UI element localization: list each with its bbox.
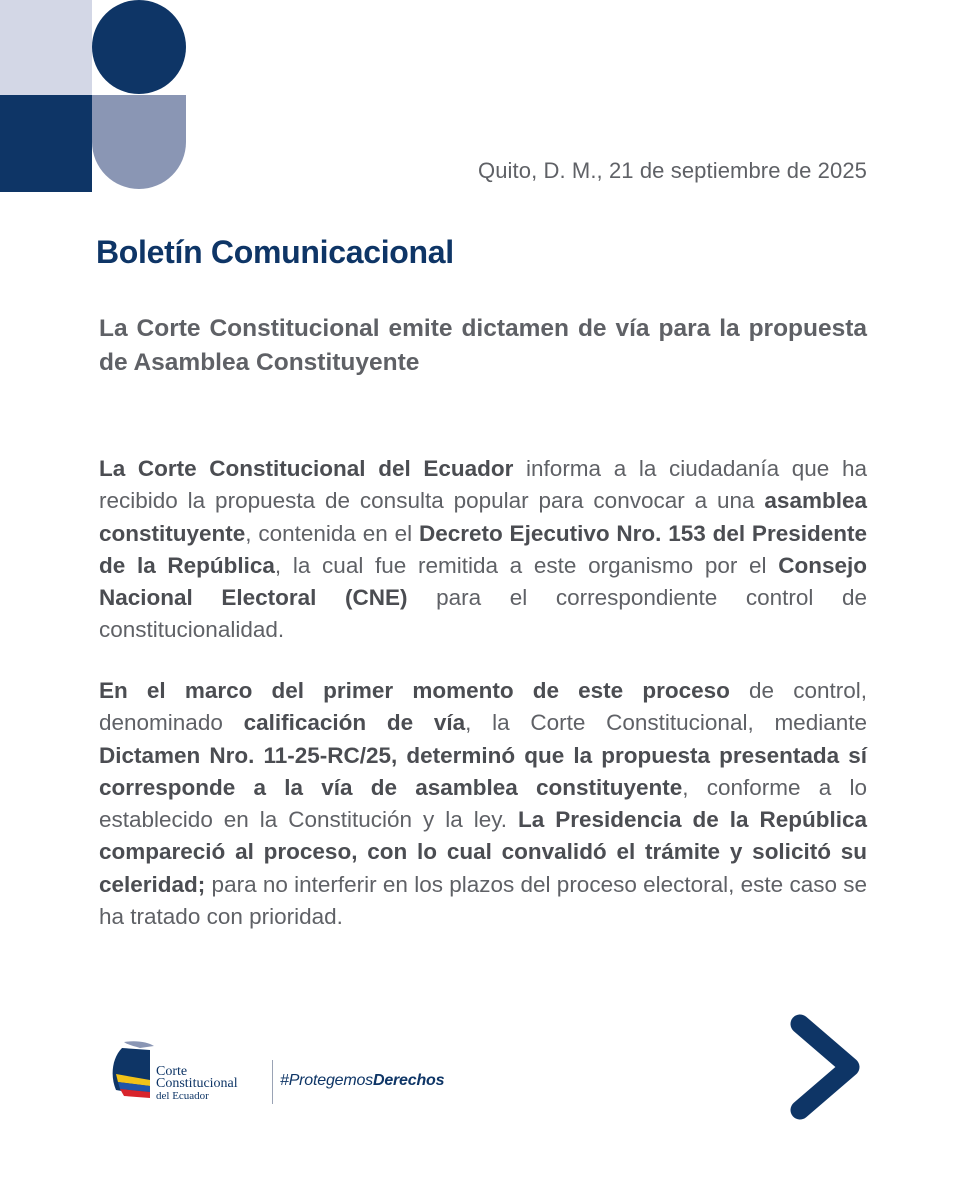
logo-line: del Ecuador: [156, 1090, 209, 1102]
navy-square: [0, 95, 92, 192]
text-segment: calificación de vía: [243, 710, 466, 736]
chevron-right-icon[interactable]: [790, 1014, 866, 1120]
body-paragraph-2: [99, 675, 867, 933]
logo-top-swoosh: [124, 1041, 154, 1048]
hashtag-bold: Derechos: [372, 1072, 445, 1089]
text-segment: En el marco del primer momento de este proceso: [99, 678, 730, 703]
logo-line: Corte: [156, 1064, 188, 1079]
news-headline: La Corte Constitucional emite dictamen de vía para la propuesta de Asamblea Constituyente: [99, 315, 867, 376]
text-segment: informa a la ciudadanía que ha recibido la propuesta de consulta popular para convocar a una: [99, 456, 867, 514]
body-paragraph-1: [99, 453, 867, 647]
text-segment: , la Corte Constitucional, mediante: [465, 710, 868, 736]
text-segment: La Presidencia de la República compareció al proceso, con lo cual convalidó el trámite y solicitó su celeridad;: [99, 807, 867, 897]
text-segment: de control, denominado: [99, 678, 867, 736]
navy-circle: [92, 0, 186, 94]
text-segment: , conforme a lo establecido en la Constitución y la ley.: [99, 774, 867, 833]
logo-line: Constitucional: [156, 1076, 238, 1091]
slate-half-circle: [92, 95, 186, 189]
hashtag-prefix: #Protegemos: [280, 1072, 373, 1089]
text-segment: , la cual fue remitida a este organismo por el: [274, 552, 779, 578]
bulletin-date: Quito, D. M., 21 de septiembre de 2025: [477, 158, 867, 183]
text-segment: para el correspondiente control de constitucionalidad.: [99, 585, 867, 643]
text-segment: La Corte Constitucional del Ecuador: [99, 456, 514, 481]
text-segment: para no interferir en los plazos del proceso electoral, este caso se ha tratado con prioridad.: [99, 871, 867, 930]
text-segment: Decreto Ejecutivo Nro. 153 del Presidente de la República: [99, 520, 867, 578]
text-segment: asamblea constituyente: [99, 488, 867, 546]
text-segment: Consejo Nacional Electoral (CNE): [99, 552, 867, 611]
campaign-hashtag: [280, 1072, 444, 1090]
text-segment: Dictamen Nro. 11-25-RC/25, determinó que la propuesta presentada sí corresponde a la vía de asamblea constituyente: [99, 742, 867, 800]
footer-divider: [272, 1060, 273, 1104]
text-segment: , contenida en el: [245, 520, 419, 546]
corner-decoration: [0, 0, 190, 192]
bulletin-title: Boletín Comunicacional: [96, 234, 454, 270]
lavender-square: [0, 0, 92, 95]
institution-name: [156, 1066, 238, 1102]
